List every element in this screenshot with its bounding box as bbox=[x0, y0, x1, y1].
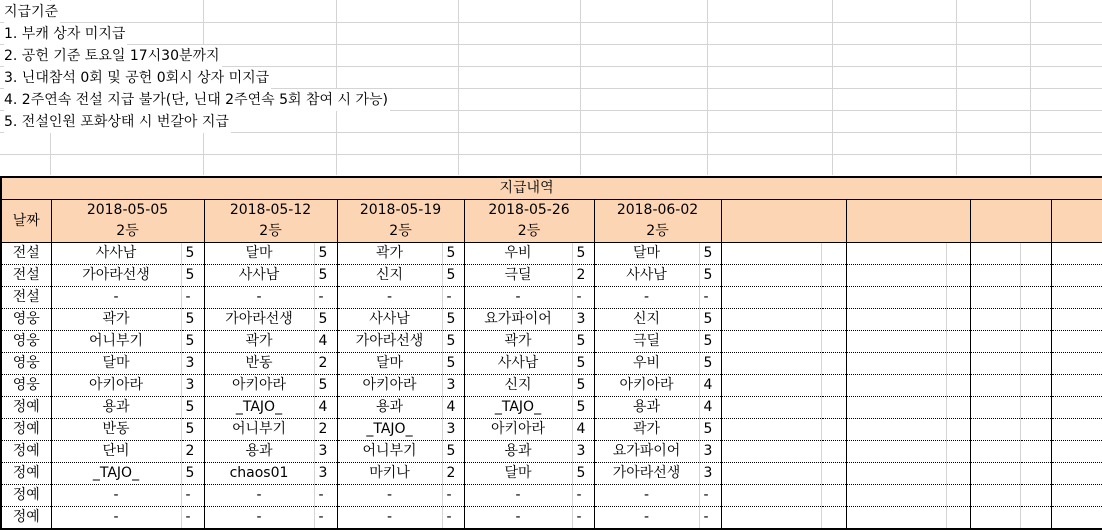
player-name-cell[interactable]: 아키아라 bbox=[594, 375, 699, 397]
score-cell[interactable]: - bbox=[314, 507, 337, 530]
score-cell[interactable]: 5 bbox=[181, 309, 204, 331]
player-name-cell[interactable]: 마키나 bbox=[337, 463, 442, 485]
empty-cell[interactable] bbox=[846, 309, 946, 331]
empty-cell[interactable] bbox=[970, 419, 1020, 441]
score-cell[interactable]: 3 bbox=[699, 463, 721, 485]
week-date: 2018-05-26 bbox=[488, 202, 570, 218]
score-cell[interactable]: - bbox=[572, 507, 594, 530]
date-column-header: 날짜 bbox=[1, 200, 51, 243]
score-cell[interactable]: 5 bbox=[181, 265, 204, 287]
gridline bbox=[0, 22, 1102, 23]
score-cell[interactable]: 5 bbox=[699, 331, 721, 353]
empty-cell[interactable] bbox=[846, 463, 946, 485]
player-name-cell[interactable]: 신지 bbox=[337, 265, 442, 287]
score-cell[interactable]: 5 bbox=[181, 331, 204, 353]
player-name-cell[interactable]: 극딜 bbox=[464, 265, 572, 287]
score-cell[interactable]: 5 bbox=[699, 353, 721, 375]
empty-cell[interactable] bbox=[1051, 397, 1102, 419]
player-name-cell[interactable]: - bbox=[464, 507, 572, 530]
empty-cell[interactable] bbox=[1020, 331, 1051, 353]
player-name-cell[interactable]: 어니부기 bbox=[51, 331, 181, 353]
grade-cell[interactable]: 영웅 bbox=[1, 375, 51, 397]
empty-cell[interactable] bbox=[970, 485, 1020, 507]
empty-cell[interactable] bbox=[946, 265, 970, 287]
player-name-cell[interactable]: 달마 bbox=[464, 463, 572, 485]
score-cell[interactable]: 5 bbox=[314, 243, 337, 265]
table-row bbox=[1, 507, 1102, 530]
empty-cell[interactable] bbox=[1020, 507, 1051, 530]
score-cell[interactable]: 5 bbox=[699, 419, 721, 441]
score-cell[interactable]: 5 bbox=[181, 463, 204, 485]
player-name-cell[interactable]: 달마 bbox=[337, 353, 442, 375]
week-date: 2018-06-02 bbox=[616, 202, 699, 218]
player-name-cell[interactable]: 사사남 bbox=[337, 309, 442, 331]
empty-header-cell bbox=[846, 200, 970, 243]
empty-cell[interactable] bbox=[1051, 441, 1102, 463]
score-cell[interactable]: 5 bbox=[572, 353, 594, 375]
week-header bbox=[51, 200, 204, 243]
grade-cell[interactable]: 정예 bbox=[1, 463, 51, 485]
week-rank: 2등 bbox=[646, 223, 669, 239]
player-name-cell[interactable]: 가아라선생 bbox=[337, 331, 442, 353]
score-cell[interactable]: 5 bbox=[572, 331, 594, 353]
table-row bbox=[1, 287, 1102, 309]
empty-cell[interactable] bbox=[1020, 463, 1051, 485]
player-name-cell[interactable]: - bbox=[337, 485, 442, 507]
empty-cell[interactable] bbox=[970, 441, 1020, 463]
player-name-cell[interactable]: 곽가 bbox=[594, 419, 699, 441]
score-cell[interactable]: - bbox=[314, 287, 337, 309]
empty-cell[interactable] bbox=[846, 375, 946, 397]
empty-cell[interactable] bbox=[721, 463, 821, 485]
empty-cell[interactable] bbox=[1051, 265, 1102, 287]
player-name-cell[interactable]: 사사남 bbox=[594, 265, 699, 287]
player-name-cell[interactable]: chaos01 bbox=[204, 463, 314, 485]
empty-cell[interactable] bbox=[946, 287, 970, 309]
empty-cell[interactable] bbox=[821, 353, 846, 375]
player-name-cell[interactable]: 용과 bbox=[51, 397, 181, 419]
player-name-cell[interactable]: 반동 bbox=[51, 419, 181, 441]
empty-cell[interactable] bbox=[821, 265, 846, 287]
score-cell[interactable]: 4 bbox=[314, 331, 337, 353]
empty-cell[interactable] bbox=[1051, 507, 1102, 530]
empty-cell[interactable] bbox=[721, 287, 821, 309]
empty-cell[interactable] bbox=[721, 375, 821, 397]
score-cell[interactable]: - bbox=[181, 485, 204, 507]
score-cell[interactable]: 2 bbox=[314, 353, 337, 375]
empty-cell[interactable] bbox=[1051, 485, 1102, 507]
empty-cell[interactable] bbox=[1051, 287, 1102, 309]
score-cell[interactable]: - bbox=[181, 507, 204, 530]
player-name-cell[interactable]: 가아라선생 bbox=[204, 309, 314, 331]
player-name-cell[interactable]: 극딜 bbox=[594, 331, 699, 353]
score-cell[interactable]: - bbox=[314, 485, 337, 507]
player-name-cell[interactable]: 반동 bbox=[204, 353, 314, 375]
player-name-cell[interactable]: - bbox=[464, 287, 572, 309]
table-title: 지급내역 bbox=[1, 177, 1051, 200]
player-name-cell[interactable]: _TAJO_ bbox=[464, 397, 572, 419]
grade-cell[interactable]: 정예 bbox=[1, 397, 51, 419]
empty-header-cell bbox=[721, 200, 846, 243]
empty-cell[interactable] bbox=[1020, 287, 1051, 309]
week-rank: 2등 bbox=[116, 223, 139, 239]
player-name-cell[interactable]: 곽가 bbox=[337, 243, 442, 265]
score-cell[interactable]: 5 bbox=[572, 243, 594, 265]
table-row bbox=[1, 243, 1102, 265]
empty-cell[interactable] bbox=[1020, 375, 1051, 397]
empty-cell[interactable] bbox=[970, 353, 1020, 375]
empty-cell[interactable] bbox=[721, 265, 821, 287]
week-date: 2018-05-05 bbox=[86, 202, 169, 218]
player-name-cell[interactable]: - bbox=[204, 485, 314, 507]
table-row bbox=[1, 309, 1102, 331]
score-cell[interactable]: 3 bbox=[181, 353, 204, 375]
grade-cell[interactable]: 정예 bbox=[1, 419, 51, 441]
gridline bbox=[0, 154, 1102, 155]
empty-cell[interactable] bbox=[821, 375, 846, 397]
grade-cell[interactable]: 전설 bbox=[1, 287, 51, 309]
score-cell[interactable]: - bbox=[442, 507, 464, 530]
empty-cell[interactable] bbox=[721, 397, 821, 419]
empty-cell[interactable] bbox=[846, 331, 946, 353]
score-cell[interactable]: 5 bbox=[442, 441, 464, 463]
empty-cell[interactable] bbox=[846, 507, 946, 530]
score-cell[interactable]: 5 bbox=[572, 397, 594, 419]
empty-cell[interactable] bbox=[970, 287, 1020, 309]
note-item-2: 2. 공헌 기준 토요일 17시30분까지 bbox=[4, 45, 222, 67]
empty-cell[interactable] bbox=[970, 463, 1020, 485]
score-cell[interactable]: 4 bbox=[314, 397, 337, 419]
player-name-cell[interactable]: 아키아라 bbox=[337, 375, 442, 397]
player-name-cell[interactable]: 달마 bbox=[594, 243, 699, 265]
player-name-cell[interactable]: 단비 bbox=[51, 441, 181, 463]
empty-cell[interactable] bbox=[1020, 485, 1051, 507]
score-cell[interactable]: 2 bbox=[314, 419, 337, 441]
notes-heading: 지급기준 bbox=[4, 1, 60, 23]
note-item-5: 5. 전설인원 포화상태 시 번갈아 지급 bbox=[4, 111, 231, 133]
empty-cell[interactable] bbox=[946, 353, 970, 375]
empty-cell[interactable] bbox=[1051, 375, 1102, 397]
player-name-cell[interactable]: 용과 bbox=[594, 397, 699, 419]
score-cell[interactable]: 5 bbox=[442, 265, 464, 287]
grade-cell[interactable]: 정예 bbox=[1, 507, 51, 530]
score-cell[interactable]: 2 bbox=[442, 463, 464, 485]
player-name-cell[interactable]: 사사남 bbox=[204, 265, 314, 287]
empty-cell[interactable] bbox=[821, 441, 846, 463]
score-cell[interactable]: - bbox=[699, 485, 721, 507]
grade-cell[interactable]: 정예 bbox=[1, 441, 51, 463]
score-cell[interactable]: 5 bbox=[181, 397, 204, 419]
player-name-cell[interactable]: - bbox=[51, 485, 181, 507]
note-item-3: 3. 닌대참석 0회 및 공헌 0회시 상자 미지급 bbox=[4, 67, 271, 89]
score-cell[interactable]: 5 bbox=[314, 375, 337, 397]
empty-cell[interactable] bbox=[1020, 419, 1051, 441]
score-cell[interactable]: 3 bbox=[699, 441, 721, 463]
score-cell[interactable]: - bbox=[181, 287, 204, 309]
score-cell[interactable]: 4 bbox=[699, 375, 721, 397]
empty-cell[interactable] bbox=[821, 397, 846, 419]
score-cell[interactable]: 4 bbox=[442, 397, 464, 419]
week-date: 2018-05-19 bbox=[359, 202, 442, 218]
player-name-cell[interactable]: 사사남 bbox=[464, 353, 572, 375]
score-cell[interactable]: - bbox=[572, 287, 594, 309]
empty-cell[interactable] bbox=[946, 419, 970, 441]
score-cell[interactable]: 4 bbox=[572, 419, 594, 441]
player-name-cell[interactable]: 사사남 bbox=[51, 243, 181, 265]
score-cell[interactable]: 5 bbox=[442, 243, 464, 265]
player-name-cell[interactable]: 용과 bbox=[337, 397, 442, 419]
empty-cell[interactable] bbox=[970, 331, 1020, 353]
player-name-cell[interactable]: - bbox=[464, 485, 572, 507]
empty-cell[interactable] bbox=[721, 507, 821, 530]
score-cell[interactable]: 5 bbox=[181, 419, 204, 441]
score-cell[interactable]: - bbox=[572, 485, 594, 507]
player-name-cell[interactable]: 용과 bbox=[464, 441, 572, 463]
player-name-cell[interactable]: - bbox=[204, 287, 314, 309]
note-item-1: 1. 부캐 상자 미지급 bbox=[4, 23, 127, 45]
player-name-cell[interactable]: - bbox=[594, 287, 699, 309]
player-name-cell[interactable]: 신지 bbox=[464, 375, 572, 397]
table-row bbox=[1, 463, 1102, 485]
score-cell[interactable]: 5 bbox=[442, 309, 464, 331]
empty-cell[interactable] bbox=[846, 485, 946, 507]
empty-cell[interactable] bbox=[821, 309, 846, 331]
empty-cell[interactable] bbox=[1051, 309, 1102, 331]
empty-cell[interactable] bbox=[846, 419, 946, 441]
score-cell[interactable]: - bbox=[699, 287, 721, 309]
empty-cell[interactable] bbox=[721, 441, 821, 463]
note-item-4: 4. 2주연속 전설 지급 불가(단, 닌대 2주연속 5회 참여 시 가능) bbox=[4, 89, 390, 111]
score-cell[interactable]: 5 bbox=[572, 463, 594, 485]
player-name-cell[interactable]: - bbox=[594, 507, 699, 530]
empty-cell[interactable] bbox=[846, 441, 946, 463]
empty-cell[interactable] bbox=[970, 309, 1020, 331]
player-name-cell[interactable]: 우비 bbox=[464, 243, 572, 265]
empty-cell[interactable] bbox=[1051, 463, 1102, 485]
player-name-cell[interactable]: 요가파이어 bbox=[594, 441, 699, 463]
empty-cell[interactable] bbox=[946, 441, 970, 463]
score-cell[interactable]: 5 bbox=[699, 309, 721, 331]
score-cell[interactable]: 2 bbox=[572, 265, 594, 287]
score-cell[interactable]: 5 bbox=[314, 265, 337, 287]
player-name-cell[interactable]: 달마 bbox=[51, 353, 181, 375]
empty-cell[interactable] bbox=[946, 309, 970, 331]
empty-cell[interactable] bbox=[821, 331, 846, 353]
empty-cell[interactable] bbox=[1020, 397, 1051, 419]
empty-cell[interactable] bbox=[1020, 243, 1051, 265]
header-row bbox=[1, 200, 1102, 243]
player-name-cell[interactable]: 가아라선생 bbox=[51, 265, 181, 287]
grade-cell[interactable]: 영웅 bbox=[1, 331, 51, 353]
score-cell[interactable]: - bbox=[442, 287, 464, 309]
player-name-cell[interactable]: - bbox=[51, 287, 181, 309]
empty-cell[interactable] bbox=[1051, 353, 1102, 375]
score-cell[interactable]: 2 bbox=[181, 441, 204, 463]
player-name-cell[interactable]: 어니부기 bbox=[204, 419, 314, 441]
week-date: 2018-05-12 bbox=[229, 202, 312, 218]
empty-cell[interactable] bbox=[846, 353, 946, 375]
player-name-cell[interactable]: 곽가 bbox=[464, 331, 572, 353]
empty-cell[interactable] bbox=[821, 287, 846, 309]
empty-cell[interactable] bbox=[1051, 331, 1102, 353]
grade-cell[interactable]: 영웅 bbox=[1, 309, 51, 331]
empty-cell[interactable] bbox=[846, 265, 946, 287]
player-name-cell[interactable]: 어니부기 bbox=[337, 441, 442, 463]
empty-cell[interactable] bbox=[970, 243, 1020, 265]
empty-cell[interactable] bbox=[721, 485, 821, 507]
empty-header-cell bbox=[970, 200, 1051, 243]
table-row bbox=[1, 419, 1102, 441]
grade-cell[interactable]: 정예 bbox=[1, 485, 51, 507]
player-name-cell[interactable]: 용과 bbox=[204, 441, 314, 463]
empty-cell[interactable] bbox=[1020, 265, 1051, 287]
empty-cell[interactable] bbox=[821, 419, 846, 441]
score-cell[interactable]: 5 bbox=[572, 375, 594, 397]
player-name-cell[interactable]: 가아라선생 bbox=[594, 463, 699, 485]
score-cell[interactable]: 5 bbox=[314, 309, 337, 331]
table-row bbox=[1, 485, 1102, 507]
score-cell[interactable]: 3 bbox=[442, 375, 464, 397]
week-rank: 2등 bbox=[389, 223, 412, 239]
empty-cell[interactable] bbox=[846, 397, 946, 419]
week-header bbox=[594, 200, 721, 243]
table-row bbox=[1, 353, 1102, 375]
player-name-cell[interactable]: _TAJO_ bbox=[204, 397, 314, 419]
player-name-cell[interactable]: - bbox=[337, 287, 442, 309]
table-row bbox=[1, 265, 1102, 287]
empty-cell[interactable] bbox=[821, 463, 846, 485]
score-cell[interactable]: 5 bbox=[699, 265, 721, 287]
week-header bbox=[204, 200, 337, 243]
empty-cell[interactable] bbox=[846, 243, 946, 265]
empty-header-cell bbox=[1051, 200, 1102, 243]
empty-cell[interactable] bbox=[846, 287, 946, 309]
table-row bbox=[1, 331, 1102, 353]
empty-cell[interactable] bbox=[946, 397, 970, 419]
player-name-cell[interactable]: 신지 bbox=[594, 309, 699, 331]
player-name-cell[interactable]: - bbox=[204, 507, 314, 530]
player-name-cell[interactable]: 아키아라 bbox=[464, 419, 572, 441]
empty-cell[interactable] bbox=[1020, 441, 1051, 463]
score-cell[interactable]: 3 bbox=[314, 463, 337, 485]
empty-cell[interactable] bbox=[946, 507, 970, 530]
empty-cell[interactable] bbox=[946, 243, 970, 265]
player-name-cell[interactable]: 아키아라 bbox=[204, 375, 314, 397]
score-cell[interactable]: 3 bbox=[181, 375, 204, 397]
player-name-cell[interactable]: 우비 bbox=[594, 353, 699, 375]
empty-cell[interactable] bbox=[970, 265, 1020, 287]
grade-cell[interactable]: 전설 bbox=[1, 243, 51, 265]
score-cell[interactable]: 5 bbox=[181, 243, 204, 265]
score-cell[interactable]: - bbox=[442, 485, 464, 507]
score-cell[interactable]: 3 bbox=[314, 441, 337, 463]
player-name-cell[interactable]: 아키아라 bbox=[51, 375, 181, 397]
week-header bbox=[464, 200, 594, 243]
score-cell[interactable]: 5 bbox=[699, 243, 721, 265]
player-name-cell[interactable]: 곽가 bbox=[51, 309, 181, 331]
player-name-cell[interactable]: - bbox=[51, 507, 181, 530]
empty-cell[interactable] bbox=[970, 375, 1020, 397]
score-cell[interactable]: 5 bbox=[442, 331, 464, 353]
empty-cell[interactable] bbox=[970, 507, 1020, 530]
empty-cell[interactable] bbox=[970, 397, 1020, 419]
empty-cell[interactable] bbox=[721, 309, 821, 331]
table-row bbox=[1, 441, 1102, 463]
grade-cell[interactable]: 전설 bbox=[1, 265, 51, 287]
player-name-cell[interactable]: 곽가 bbox=[204, 331, 314, 353]
score-cell[interactable]: 4 bbox=[699, 397, 721, 419]
empty-cell[interactable] bbox=[946, 375, 970, 397]
empty-cell[interactable] bbox=[721, 419, 821, 441]
score-cell[interactable]: 3 bbox=[572, 441, 594, 463]
score-cell[interactable]: 3 bbox=[572, 309, 594, 331]
player-name-cell[interactable]: 달마 bbox=[204, 243, 314, 265]
player-name-cell[interactable]: _TAJO_ bbox=[337, 419, 442, 441]
empty-cell[interactable] bbox=[1051, 419, 1102, 441]
score-cell[interactable]: - bbox=[699, 507, 721, 530]
table-row bbox=[1, 397, 1102, 419]
empty-cell[interactable] bbox=[821, 485, 846, 507]
player-name-cell[interactable]: _TAJO_ bbox=[51, 463, 181, 485]
week-rank: 2등 bbox=[517, 223, 541, 239]
empty-cell[interactable] bbox=[821, 243, 846, 265]
empty-cell[interactable] bbox=[1051, 243, 1102, 265]
player-name-cell[interactable]: - bbox=[594, 485, 699, 507]
empty-cell[interactable] bbox=[946, 331, 970, 353]
grade-cell[interactable]: 영웅 bbox=[1, 353, 51, 375]
player-name-cell[interactable]: 요가파이어 bbox=[464, 309, 572, 331]
empty-cell[interactable] bbox=[721, 353, 821, 375]
empty-cell[interactable] bbox=[821, 507, 846, 530]
empty-cell[interactable] bbox=[946, 485, 970, 507]
empty-cell[interactable] bbox=[721, 331, 821, 353]
empty-cell[interactable] bbox=[946, 463, 970, 485]
empty-cell[interactable] bbox=[721, 243, 821, 265]
player-name-cell[interactable]: - bbox=[337, 507, 442, 530]
week-rank: 2등 bbox=[259, 223, 282, 239]
score-cell[interactable]: 5 bbox=[442, 353, 464, 375]
table-row bbox=[1, 375, 1102, 397]
empty-cell[interactable] bbox=[1020, 353, 1051, 375]
score-cell[interactable]: 3 bbox=[442, 419, 464, 441]
empty-cell[interactable] bbox=[1020, 309, 1051, 331]
week-header bbox=[337, 200, 464, 243]
payout-table bbox=[0, 176, 1102, 530]
